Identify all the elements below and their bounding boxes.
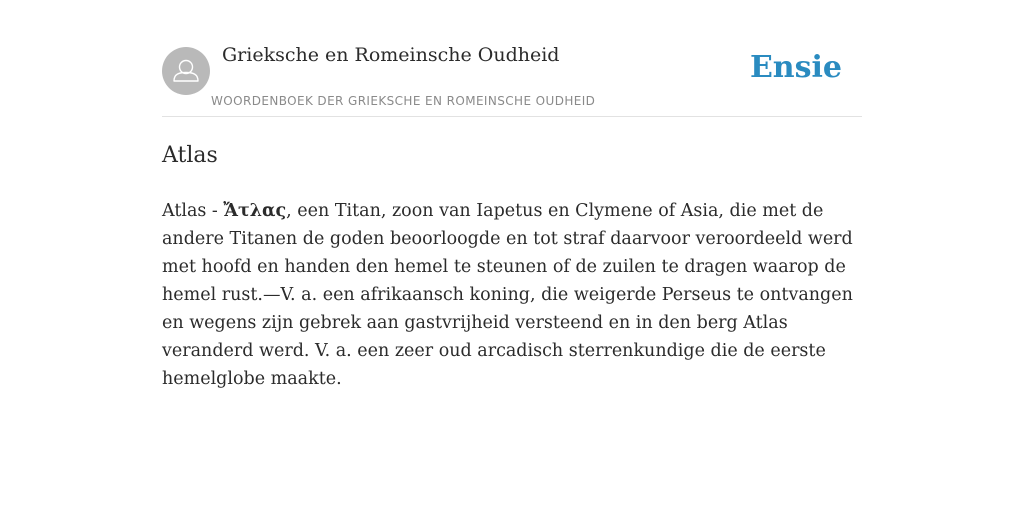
entry-lead: Atlas -	[162, 201, 224, 221]
dictionary-subtitle[interactable]: WOORDENBOEK DER GRIEKSCHE EN ROMEINSCHE OUDHEID	[211, 94, 596, 108]
dictionary-title[interactable]: Grieksche en Romeinsche Oudheid	[222, 44, 560, 66]
entry-title: Atlas	[162, 143, 218, 168]
entry-body-text: , een Titan, zoon van Iapetus en Clymene of Asia, die met de andere Titanen de goden beoorloogde en tot straf daarvoor veroordeeld werd met hoofd en handen den hemel te steunen of de zuilen te dragen waarop de hemel rust.—V. a. een afrikaansch koning, die weigerde Perseus te ontvangen en wegens zijn gebrek aan gastvrijheid versteend en in den berg Atlas veranderd werd. V. a. een zeer oud arcadisch sterrenkundige die de eerste hemelglobe maakte.	[162, 201, 853, 389]
dictionary-header	[162, 0, 862, 117]
entry-greek-term: Ἄτλας	[223, 201, 287, 221]
user-icon[interactable]	[162, 47, 210, 95]
ensie-logo-link[interactable]: Ensie	[749, 50, 842, 85]
user-icon-graphic	[162, 47, 210, 95]
entry-definition	[162, 169, 862, 393]
page-container	[162, 0, 862, 393]
